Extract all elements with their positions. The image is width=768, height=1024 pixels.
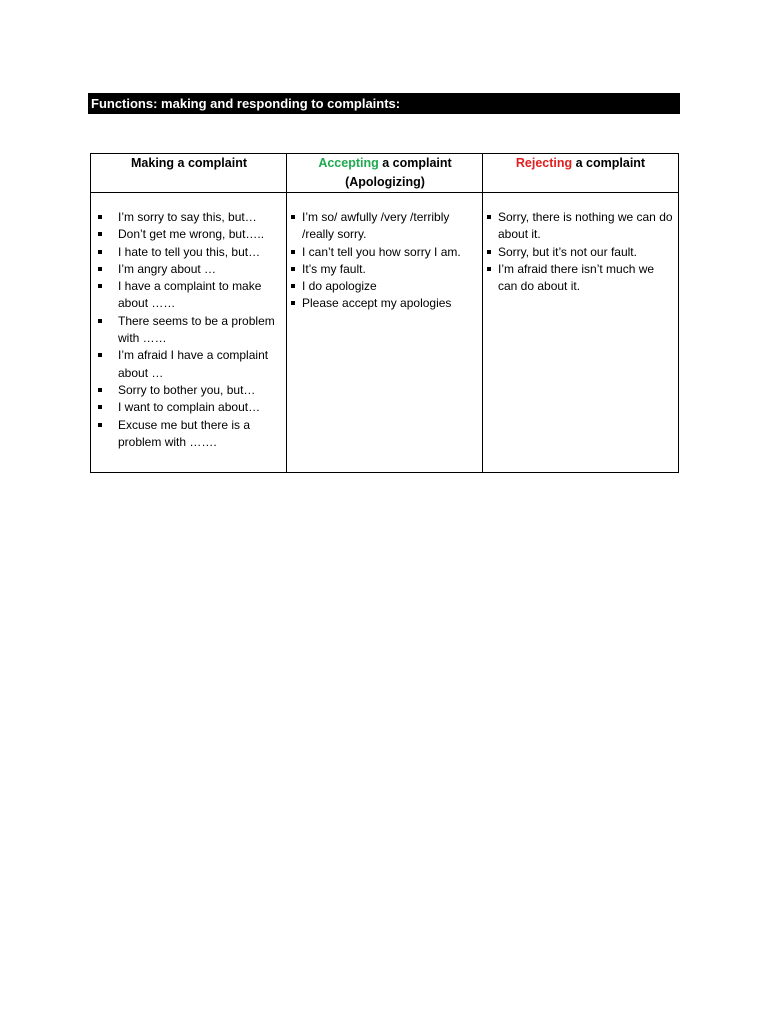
- square-bullet-icon: [291, 250, 295, 254]
- list-item-text: I’m sorry to say this, but…: [118, 210, 257, 224]
- list-item-text: Excuse me but there is a problem with …….: [118, 417, 251, 449]
- square-bullet-icon: [487, 267, 491, 271]
- list-item-text: I’m angry about …: [118, 261, 217, 276]
- square-bullet-icon: [98, 215, 102, 219]
- list-item: [288, 295, 480, 312]
- table-header-row: [91, 154, 678, 193]
- square-bullet-icon: [291, 267, 295, 271]
- section-title: Functions: making and responding to complaints:: [88, 93, 680, 114]
- list-item: [288, 261, 480, 278]
- list-item-text: I hate to tell you this, but…: [118, 244, 261, 259]
- header-accepting-complaint: [287, 154, 483, 192]
- list-item: [288, 244, 480, 261]
- list-item-text: I want to complain about…: [118, 400, 261, 415]
- list-item: [93, 278, 283, 313]
- list-item: [93, 347, 283, 382]
- square-bullet-icon: [487, 215, 491, 219]
- square-bullet-icon: [487, 250, 491, 254]
- making-complaint-cell: [93, 209, 283, 451]
- list-item: [93, 382, 283, 399]
- list-item: [93, 313, 283, 348]
- list-item-text: I can’t tell you how sorry I am.: [302, 244, 461, 259]
- square-bullet-icon: [98, 250, 102, 254]
- accepting-complaint-cell: [288, 209, 480, 313]
- header-making-complaint: [91, 154, 287, 192]
- square-bullet-icon: [98, 405, 102, 409]
- header-subtitle: (Apologizing): [345, 175, 425, 189]
- making-complaint-list: [93, 209, 283, 451]
- list-item-text: I have a complaint to make about ……: [118, 279, 262, 311]
- column-divider: [482, 154, 483, 472]
- header-label: a complaint: [572, 156, 646, 170]
- list-item: [288, 278, 480, 295]
- list-item: [93, 209, 283, 226]
- header-rejecting-complaint: [483, 154, 678, 192]
- list-item-text: I’m afraid there isn’t much we can do about it.: [498, 261, 655, 294]
- rejecting-complaint-cell: [484, 209, 676, 295]
- list-item-text: It’s my fault.: [302, 261, 366, 276]
- list-item-text: There seems to be a problem with ……: [118, 313, 275, 346]
- header-accent-rejecting: Rejecting: [515, 156, 573, 170]
- list-item-text: I do apologize: [302, 279, 377, 294]
- list-item: [93, 244, 283, 261]
- list-item: [288, 209, 480, 244]
- list-item: [93, 417, 283, 452]
- header-accent-accepting: Accepting: [318, 156, 379, 170]
- list-item: [484, 209, 676, 244]
- square-bullet-icon: [98, 423, 102, 427]
- complaints-table: [90, 153, 679, 473]
- list-item-text: Please accept my apologies: [302, 296, 452, 311]
- square-bullet-icon: [98, 319, 102, 323]
- square-bullet-icon: [98, 284, 102, 288]
- list-item-text: Sorry, but it’s not our fault.: [498, 244, 637, 259]
- square-bullet-icon: [291, 301, 295, 305]
- list-item-text: I’m afraid I have a complaint about …: [118, 348, 269, 380]
- square-bullet-icon: [98, 353, 102, 357]
- header-label: Making a complaint: [131, 156, 247, 170]
- square-bullet-icon: [98, 232, 102, 236]
- list-item: [93, 399, 283, 416]
- rejecting-complaint-list: [484, 209, 676, 295]
- square-bullet-icon: [291, 215, 295, 219]
- list-item: [93, 261, 283, 278]
- square-bullet-icon: [291, 284, 295, 288]
- square-bullet-icon: [98, 267, 102, 271]
- column-divider: [286, 154, 287, 472]
- header-label: a complaint: [378, 156, 452, 170]
- list-item-text: I’m so/ awfully /very /terribly /really sorry.: [302, 210, 450, 242]
- list-item-text: Sorry, there is nothing we can do about it.: [498, 210, 673, 242]
- square-bullet-icon: [98, 388, 102, 392]
- list-item-text: Sorry to bother you, but…: [118, 382, 256, 397]
- list-item: [484, 261, 676, 296]
- list-item-text: Don’t get me wrong, but…..: [118, 227, 265, 242]
- accepting-complaint-list: [288, 209, 480, 313]
- list-item: [484, 244, 676, 261]
- list-item: [93, 226, 283, 243]
